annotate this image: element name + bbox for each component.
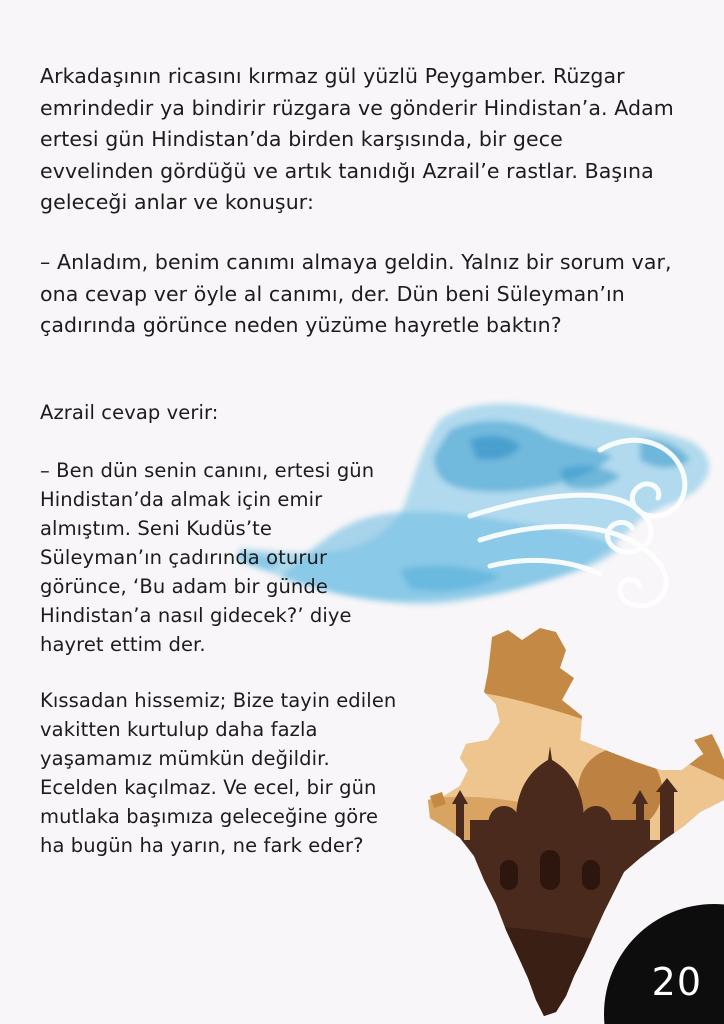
paragraph-3: Azrail cevap verir: bbox=[40, 401, 219, 424]
paragraph-1: Arkadaşının ricasını kırmaz gül yüzlü Peygamber. Rüzgar emrindedir ya bindirir rüzgara ve gönderir Hindistan’a. Adam ertesi gün Hindistan’da birden karşısında, bir gece evvelinden gördüğü ve artık tanıdığı Azrail’e rastlar. Başına geleceği anlar ve konuşur: bbox=[40, 64, 674, 214]
page-number: 20 bbox=[651, 960, 702, 1004]
paragraph-5: Kıssadan hissemiz; Bize tayin edilen vakitten kurtulup daha fazla yaşamamız mümkün değildir. Ecelden kaçılmaz. Ve ecel, bir gün mutlaka başımıza geleceğine göre ha bugün ha yarın, ne fark eder? bbox=[40, 689, 397, 857]
page-number-badge bbox=[604, 904, 724, 1024]
paragraph-4: – Ben dün senin canını, ertesi gün Hindistan’da almak için emir almıştım. Seni Kudüs’te Süleyman’ın çadırında oturur görünce, ‘Bu adam bir günde Hindistan’a nasıl gidecek?’ diye hayret ettim der. bbox=[40, 459, 375, 656]
paragraph-2: – Anladım, benim canımı almaya geldin. Yalnız bir sorum var, ona cevap ver öyle al canımı, der. Dün beni Süleyman’ın çadırında görünce neden yüzüme hayretle baktın? bbox=[40, 250, 672, 337]
